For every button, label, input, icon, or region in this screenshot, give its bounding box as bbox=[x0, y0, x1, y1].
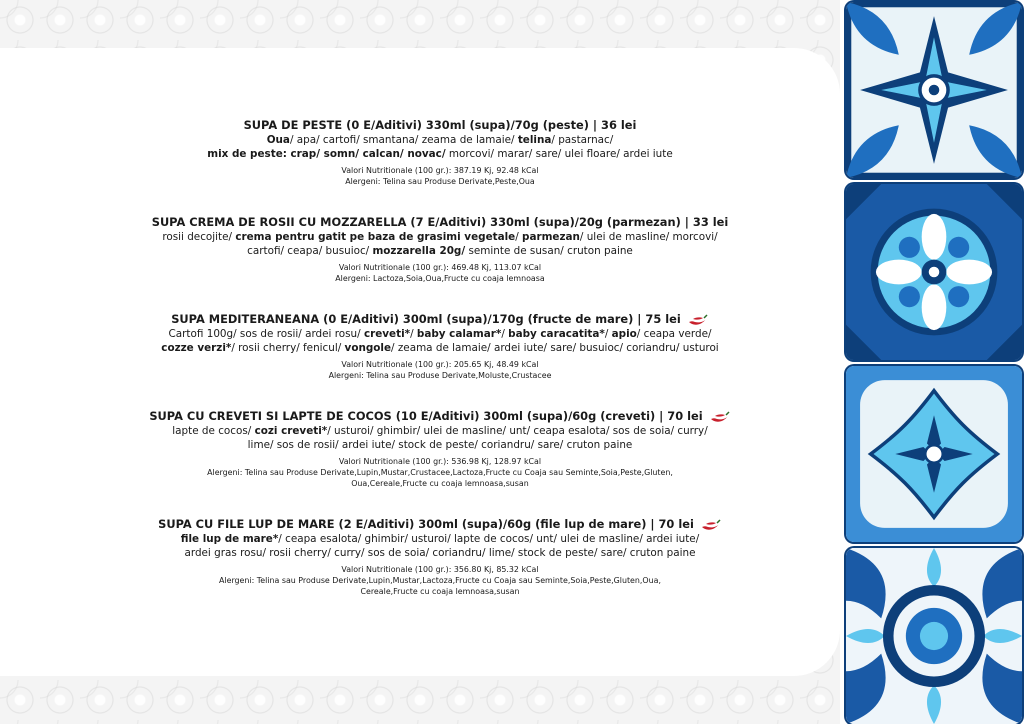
soup-menu bbox=[140, 118, 740, 625]
ingredients-line: lapte de cocos/ cozi creveti*/ usturoi/ ghimbir/ ulei de masline/ unt/ ceapa esalota/ sos de soia/ curry/ bbox=[172, 425, 708, 437]
allergens-line: Oua,Cereale,Fructe cu coaja lemnoasa,susan bbox=[351, 479, 529, 488]
azulejo-tile-1 bbox=[846, 2, 1022, 178]
azulejo-tile-3 bbox=[846, 366, 1022, 542]
azulejo-tile-2 bbox=[846, 184, 1022, 360]
allergens-line: Alergeni: Telina sau Produse Derivate,Moluste,Crustacee bbox=[328, 371, 552, 380]
ingredients-line: mix de peste: crap/ somn/ calcan/ novac/ morcovi/ marar/ sare/ ulei floare/ ardei iute bbox=[207, 148, 673, 160]
chili-pepper-icon bbox=[709, 410, 731, 424]
item-title: SUPA DE PESTE (0 E/Aditivi) 330ml (supa)/70g (peste) | 36 lei bbox=[243, 118, 637, 132]
ingredients-line: lime/ sos de rosii/ ardei iute/ stock de peste/ coriandru/ sare/ cruton paine bbox=[247, 439, 633, 451]
ingredients-line: rosii decojite/ crema pentru gatit pe baza de grasimi vegetale/ parmezan/ ulei de masline/ morcovi/ bbox=[162, 231, 718, 243]
menu-item bbox=[140, 517, 740, 597]
nutrition-values: Valori Nutritionale (100 gr.): 387.19 Kj, 92.48 kCal bbox=[341, 166, 539, 175]
item-title: SUPA MEDITERANEANA (0 E/Aditivi) 300ml (supa)/170g (fructe de mare) | 75 lei bbox=[140, 312, 740, 327]
ingredients-line: file lup de mare*/ ceapa esalota/ ghimbir/ usturoi/ lapte de cocos/ unt/ ulei de masline/ ardei iute/ bbox=[180, 533, 700, 545]
ingredients-line: Cartofi 100g/ sos de rosii/ ardei rosu/ creveti*/ baby calamar*/ baby caracatita*/ apio/ ceapa verde/ bbox=[168, 328, 712, 340]
allergens-line: Alergeni: Telina sau Produse Derivate,Lupin,Mustar,Lactoza,Fructe cu Coaja sau Seminte,Soia,Peste,Gluten,Oua, bbox=[219, 576, 661, 585]
menu-item bbox=[140, 118, 740, 187]
item-title: SUPA CU CREVETI SI LAPTE DE COCOS (10 E/Aditivi) 300ml (supa)/60g (creveti) | 70 lei bbox=[140, 409, 740, 424]
menu-item bbox=[140, 312, 740, 381]
tile-strip bbox=[842, 0, 1024, 724]
menu-item bbox=[140, 409, 740, 489]
item-title: SUPA CREMA DE ROSII CU MOZZARELLA (7 E/Aditivi) 330ml (supa)/20g (parmezan) | 33 lei bbox=[151, 215, 729, 229]
ingredients-line: cartofi/ ceapa/ busuioc/ mozzarella 20g/ seminte de susan/ cruton paine bbox=[247, 245, 633, 257]
allergens-line: Alergeni: Telina sau Produse Derivate,Lupin,Mustar,Crustacee,Lactoza,Fructe cu Coaja sau Seminte,Soia,Peste,Gluten, bbox=[207, 468, 673, 477]
item-title: SUPA CU FILE LUP DE MARE (2 E/Aditivi) 300ml (supa)/60g (file lup de mare) | 70 lei bbox=[140, 517, 740, 532]
allergens-line: Alergeni: Lactoza,Soia,Oua,Fructe cu coaja lemnoasa bbox=[335, 274, 545, 283]
menu-item bbox=[140, 215, 740, 284]
allergens-line: Alergeni: Telina sau Produse Derivate,Peste,Oua bbox=[345, 177, 535, 186]
ingredients-line: ardei gras rosu/ rosii cherry/ curry/ sos de soia/ coriandru/ lime/ stock de peste/ sare/ cruton paine bbox=[184, 547, 696, 559]
ingredients-line: Oua/ apa/ cartofi/ smantana/ zeama de lamaie/ telina/ pastarnac/ bbox=[266, 134, 614, 146]
nutrition-values: Valori Nutritionale (100 gr.): 469.48 Kj, 113.07 kCal bbox=[338, 263, 542, 272]
nutrition-values: Valori Nutritionale (100 gr.): 356.80 Kj, 85.32 kCal bbox=[341, 565, 539, 574]
azulejo-tile-4 bbox=[846, 548, 1022, 724]
ingredients-line: cozze verzi*/ rosii cherry/ fenicul/ vongole/ zeama de lamaie/ ardei iute/ sare/ busuioc/ coriandru/ usturoi bbox=[161, 342, 719, 354]
allergens-line: Cereale,Fructe cu coaja lemnoasa,susan bbox=[360, 587, 520, 596]
chili-pepper-icon bbox=[687, 313, 709, 327]
chili-pepper-icon bbox=[700, 518, 722, 532]
nutrition-values: Valori Nutritionale (100 gr.): 536.98 Kj, 128.97 kCal bbox=[338, 457, 542, 466]
nutrition-values: Valori Nutritionale (100 gr.): 205.65 Kj, 48.49 kCal bbox=[341, 360, 539, 369]
